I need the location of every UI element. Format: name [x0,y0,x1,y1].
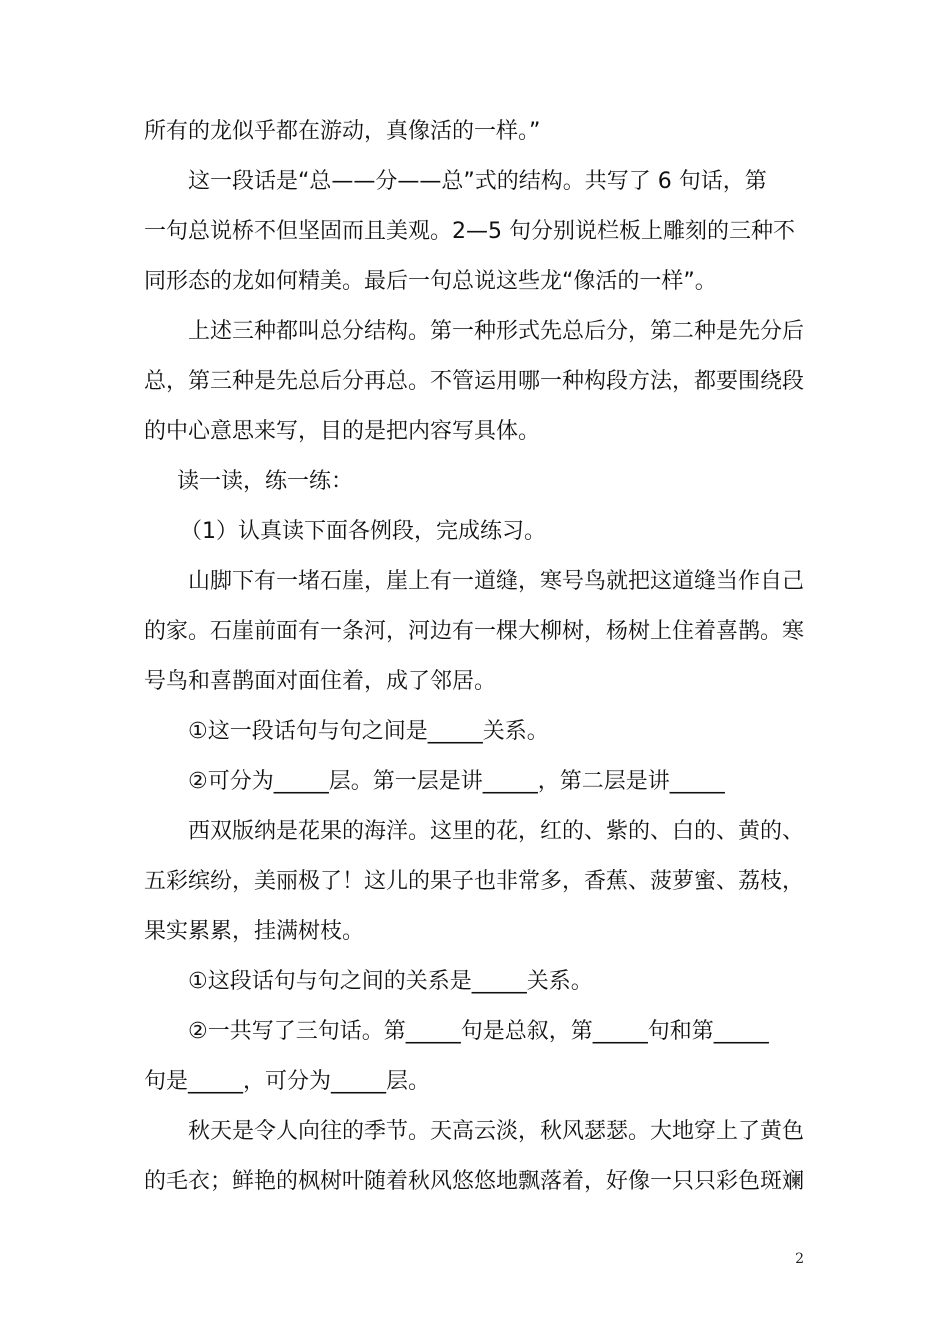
text-line: 读一读，练一练： [177,469,354,494]
page-number: 2 [795,1251,804,1267]
text-line: 西双版纳是花果的海洋。这里的花，红的、紫的、白的、黄的、 [188,819,805,844]
text-line: 上述三种都叫总分结构。第一种形式先总后分，第二种是先分后 [188,319,805,344]
text-line: 秋天是令人向往的季节。天高云淡，秋风瑟瑟。大地穿上了黄色 [188,1119,805,1144]
text-line: 所有的龙似乎都在游动，真像活的一样。” [144,119,541,144]
text-line: 山脚下有一堵石崖，崖上有一道缝，寒号鸟就把这道缝当作自己 [188,569,805,594]
text-line: 果实累累，挂满树枝。 [144,919,365,944]
text-line: 一句总说桥不但坚固而且美观。2—5 句分别说栏板上雕刻的三种不 [144,219,795,244]
text-line: 五彩缤纷，美丽极了！这儿的果子也非常多，香蕉、菠萝蜜、荔枝， [144,869,805,894]
text-line: 的家。石崖前面有一条河，河边有一棵大柳树，杨树上住着喜鹊。寒 [144,619,805,644]
text-line: ①这段话句与句之间的关系是_____关系。 [188,969,593,994]
text-line: 总，第三种是先总后分再总。不管运用哪一种构段方法，都要围绕段 [144,369,805,394]
text-line: 句是_____，可分为_____层。 [144,1069,431,1094]
text-line: 号鸟和喜鹊面对面住着，成了邻居。 [144,669,497,694]
text-line: 同形态的龙如何精美。最后一句总说这些龙“像活的一样”。 [144,269,717,294]
text-line: ②一共写了三句话。第_____句是总叙，第_____句和第_____ [188,1019,769,1044]
text-line: （1）认真读下面各例段，完成练习。 [180,519,546,544]
text-line: 这一段话是“总——分——总”式的结构。共写了 6 句话，第 [188,169,767,194]
text-line: ②可分为_____层。第一层是讲_____，第二层是讲_____ [188,769,725,794]
text-line: 的毛衣；鲜艳的枫树叶随着秋风悠悠地飘落着，好像一只只彩色斑斓 [144,1169,805,1194]
text-line: ①这一段话句与句之间是_____关系。 [188,719,549,744]
text-line: 的中心意思来写，目的是把内容写具体。 [144,419,541,444]
